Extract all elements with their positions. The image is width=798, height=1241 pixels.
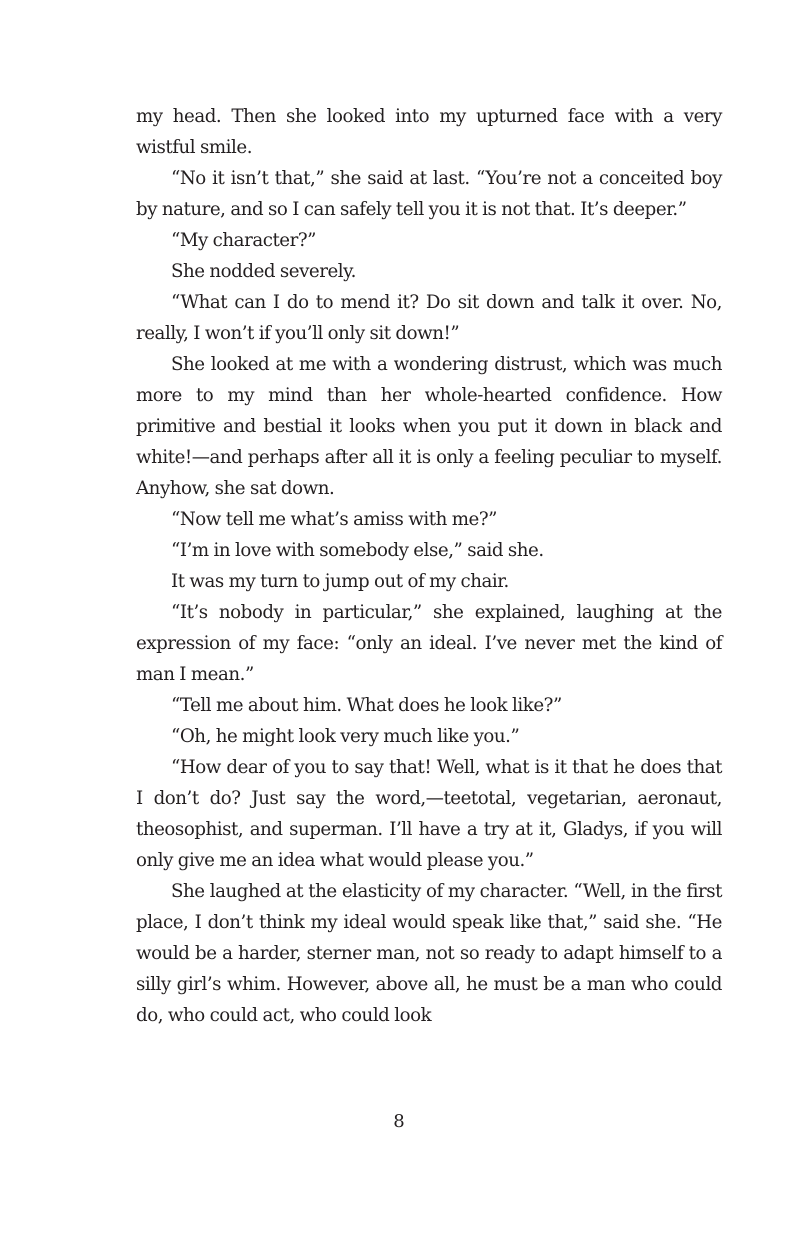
paragraph-6: She looked at me with a wondering distrust, which was much more to my mind than her whole-hearted confidence. How primitive and bestial it looks when you put it down in black and white!—and perhaps after all it is only a feeling peculiar to myself. Anyhow, she sat down. [136,354,722,499]
paragraph-8: “I’m in love with somebody else,” said she. [171,540,544,561]
paragraph-5: “What can I do to mend it? Do sit down and talk it over. No, really, I won’t if you’ll only sit down!” [136,292,722,344]
body-text [136,101,722,1031]
paragraph-11: “Tell me about him. What does he look like?” [171,695,562,716]
paragraph-2: “No it isn’t that,” she said at last. “You’re not a conceited boy by nature, and so I can safely tell you it is not that. It’s deeper.” [136,168,722,220]
paragraph-10: “It’s nobody in particular,” she explained, laughing at the expression of my face: “only an ideal. I’ve never met the kind of man I mean.” [136,602,722,685]
paragraph-4: She nodded severely. [171,261,356,282]
paragraph-1: my head. Then she looked into my upturned face with a very wistful smile. [136,106,722,158]
paragraph-14: She laughed at the elasticity of my character. “Well, in the first place, I don’t think my ideal would speak like that,” said she. “He would be a harder, sterner man, not so ready to adapt himself to a silly girl’s whim. However, above all, he must be a man who could do, who could act, who could look [136,881,722,1026]
paragraph-12: “Oh, he might look very much like you.” [171,726,520,747]
paragraph-3: “My character?” [171,230,317,251]
paragraph-13: “How dear of you to say that! Well, what is it that he does that I don’t do? Just say the word,—teetotal, vegetarian, aeronaut, theosophist, and superman. I’ll have a try at it, Gladys, if you will only give me an idea what would please you.” [136,757,722,871]
page-number: 8 [393,1111,405,1132]
paragraph-9: It was my turn to jump out of my chair. [171,571,509,592]
paragraph-7: “Now tell me what’s amiss with me?” [171,509,497,530]
